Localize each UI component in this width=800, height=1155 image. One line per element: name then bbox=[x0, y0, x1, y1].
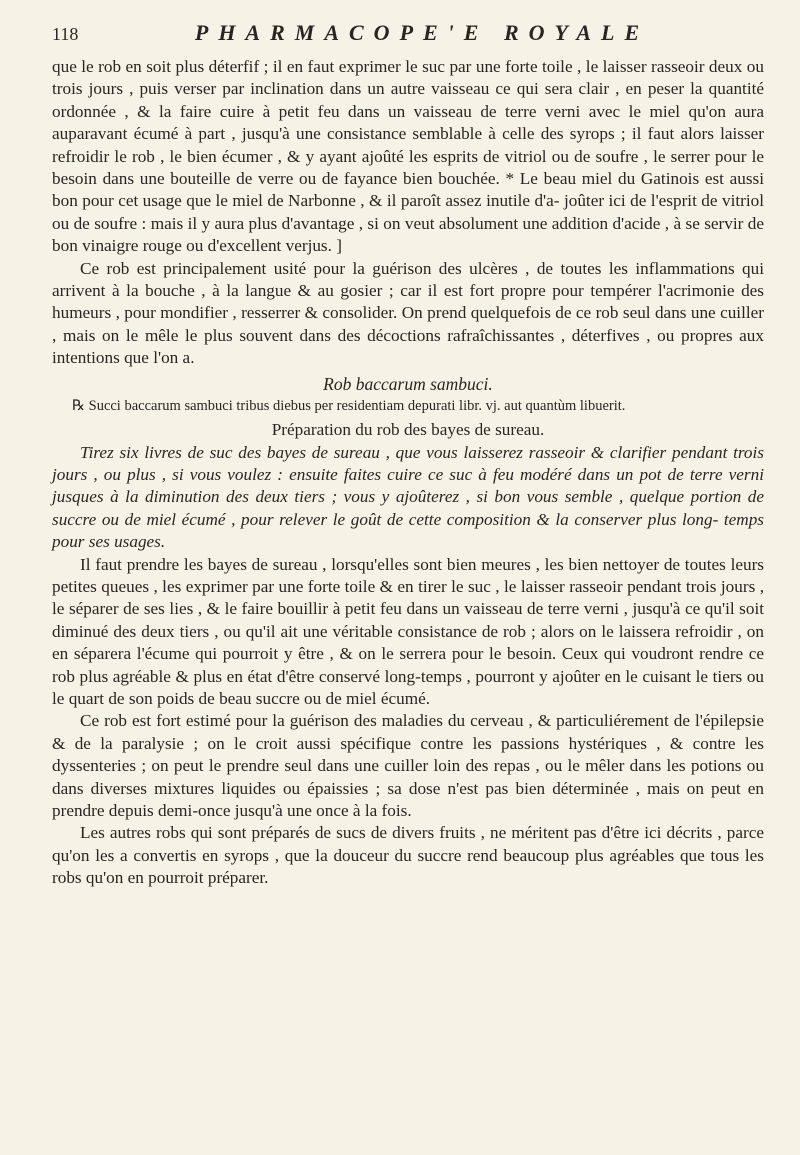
recipe-title: Rob baccarum sambuci. bbox=[323, 373, 493, 394]
paragraph-6: Les autres robs qui sont préparés de sucs de divers fruits , ne méritent pas d'être ici décrits , parce qu'on les a convertis en syrops , que la douceur du succre rend beaucoup plus agréables que tous les robs qu'on en pourroit préparer. bbox=[52, 823, 764, 888]
page-header bbox=[52, 20, 764, 56]
paragraph-3: Tirez six livres de suc des bayes de sureau , que vous laisserez rasseoir & clarifier pendant trois jours , ou plus , si vous voulez : ensuite faites cuire ce suc à feu modéré dans un pot de terre verni jusques à la diminution des deux tiers ; vous y ajoûterez , si bon vous semble , quelque portion de succre ou de miel écumé , pour relever le goût de cette composition & la conserver plus long- temps pour ses usages. bbox=[52, 442, 764, 552]
page-number: 118 bbox=[52, 24, 79, 44]
running-title: PHARMACOPE'E ROYALE bbox=[194, 20, 650, 45]
paragraph-5: Ce rob est fort estimé pour la guérison des maladies du cerveau , & particuliérement de l'épilepsie & de la paralysie ; on le croit aussi spécifique contre les passions hystériques , & contre les dyssenteries ; on peut le prendre seul dans une cuiller loin des repas , ou le mêler dans les potions ou dans diverses mixtures liquides ou épaissies ; sa dose n'est pas bien déterminée , mais on peut en prendre depuis demi-once jusqu'à une once à la fois. bbox=[52, 711, 764, 820]
paragraph-4: Il faut prendre les bayes de sureau , lorsqu'elles sont bien meures , les bien nettoyer de toutes leurs petites queues , les exprimer par une forte toile & en tirer le suc , le laisser rasseoir pendant trois jours , le séparer de ses lies , & le faire bouillir à petit feu dans un vaisseau de terre verni , jusqu'à ce qu'il soit diminué des deux tiers , ou qu'il ait une véritable consistance de rob ; alors on le laissera refroidir , on en séparera l'écume qui pourroit y être , & on le serrera pour le besoin. Ceux qui voudront rendre ce rob plus agréable & plus en état d'être conservé long-temps , pourront y ajoûter en le cuisant le tiers ou le quart de son poids de beau succre ou de miel écumé. bbox=[52, 554, 764, 708]
paragraph-1: que le rob en soit plus déterfif ; il en faut exprimer le suc par une forte toile , le laisser rasseoir deux ou trois jours , puis verser par inclination dans un autre vaisseau ce qui sera clair , en peser la quantité ordonnée , & la faire cuire à petit feu dans un vaisseau de terre verni avec le miel qu'on aura auparavant écumé à part , jusqu'à une consistance semblable à celle des syrops ; il faut alors laisser refroidir le rob , le bien écumer , & y ayant ajoûté les esprits de vitriol ou de soufre , le serrer pour le besoin dans une bouteille de verre ou de fayance bien bouchée. * Le beau miel du Gatinois est aussi bon pour cet usage que le miel de Narbonne , & il paroît assez inutile d'a- joûter ici de l'esprit de vitriol ou de soufre : mais il y aura plus d'avantage , si on veut absolument une addition d'acide , à se servir de bon vinaigre rouge ou d'excellent verjus. ] bbox=[52, 57, 764, 256]
formula-text: ℞ Succi baccarum sambuci tribus diebus per residentiam depurati libr. vj. aut quantùm libuerit. bbox=[72, 398, 626, 415]
paragraph-2: Ce rob est principalement usité pour la guérison des ulcères , de toutes les inflammations qui arrivent à la bouche , à la langue & au gosier ; car il est fort propre pour tempérer l'acrimonie des humeurs , pour mondifier , resserrer & consolider. On prend quelquefois de ce rob seul dans une cuiller , mais on le mêle le plus souvent dans des décoctions rafraîchissantes , déterfives , ou propres aux intentions que l'on a. bbox=[52, 258, 764, 368]
preparation-title: Préparation du rob des bayes de sureau. bbox=[271, 420, 545, 440]
book-page bbox=[52, 20, 764, 1140]
